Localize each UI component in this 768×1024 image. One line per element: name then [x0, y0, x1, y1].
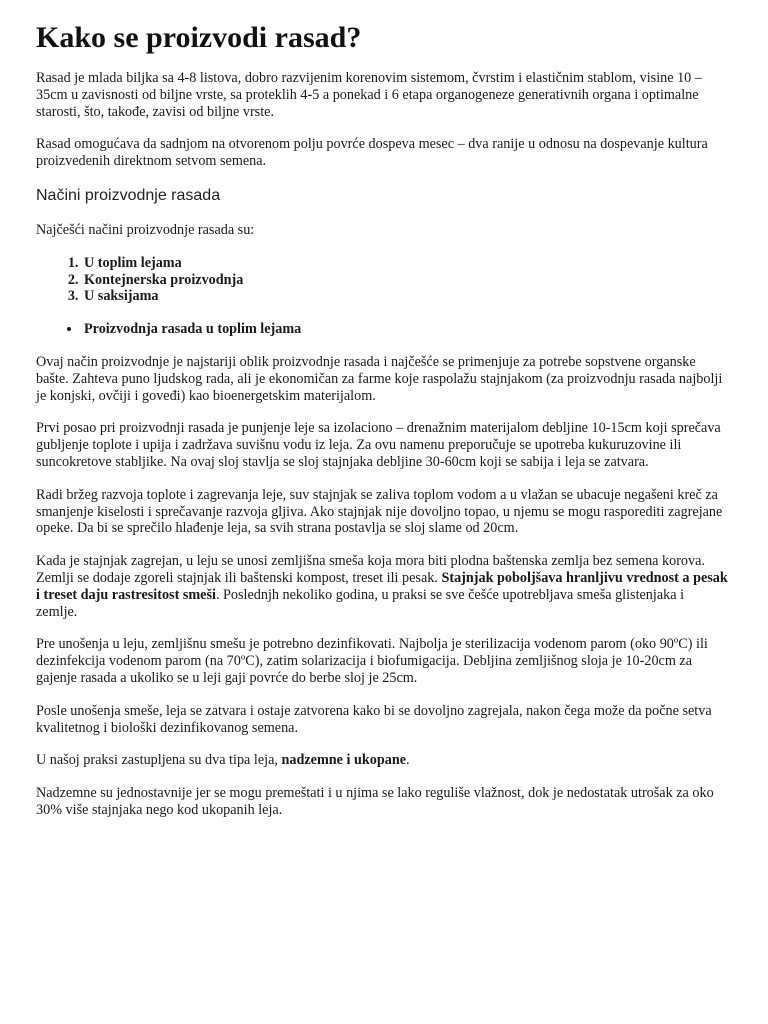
body-paragraph-4-start: Kada je stajnjak zagrejan, u leju se unosi zemljišna smeša koja mora biti plodna baštenska zemlja bez semena korova. Zemlji se dodaje zgoreli stajnjak ili baštenski kompost, treset ili pesak.: [36, 553, 705, 586]
methods-lead: Najčešći načini proizvodnje rasada su:: [36, 221, 255, 238]
body-paragraph-2: Prvi posao pri proizvodnji rasada je punjenje leje sa izolaciono – drenažnim materijalom debljine 10-15cm koji sprečava gubljenje toplote i upija i zadržava suvišnu vodu iz leja. Za ovu namenu preporučuje se upotreba kukuruzovine ili suncokretove stabljike. Na ovaj sloj stavlja se sloj stajnjaka debljine 30-60cm koji se sabija i leja se zatvara.: [36, 420, 721, 470]
subsection-heading: • Proizvodnja rasada u toplim lejama: [82, 321, 728, 338]
page-title: Kako se proizvodi rasad?: [36, 21, 362, 54]
intro-paragraph-1: Rasad je mlada biljka sa 4-8 listova, dobro razvijenim korenovim sistemom, čvrstim i elastičnim stablom, visine 10 – 35cm u zavisnosti od biljne vrste, sa proteklih 4-5 a ponekad i 6 etapa organogeneze generativnih organa i optimalne starosti, što, takođe, zavisi od biljne vrste.: [36, 70, 702, 120]
body-paragraph-7: [36, 752, 728, 769]
list-item: 1. U toplim lejama: [82, 255, 728, 272]
list-item: 2. Kontejnerska proizvodnja: [82, 272, 728, 289]
intro-paragraph-2: Rasad omogućava da sadnjom na otvorenom polju povrće dospeva mesec – dva ranije u odnosu na dospevanje kultura proizvedenih direktnom setvom semena.: [36, 136, 708, 170]
subsection-bullet-list: [36, 321, 728, 338]
methods-list: [36, 255, 728, 305]
body-paragraph-4-emphasis: Stajnjak poboljšava hranljivu vrednost a pesak i treset daju rastresitost smeši: [36, 569, 728, 603]
body-paragraph-5: Pre unošenja u leju, zemljišnu smešu je potrebno dezinfikovati. Najbolja je sterilizacija vodenom parom (oko 90ºC) ili dezinfekcija vodenom parom (na 70ºC), zatim solarizacija i biofumigacija. Debljina zemljišnog sloja je 10-20cm za gajenje rasada a ukoliko se u leji gaji povrće do berbe sloj je 25cm.: [36, 636, 708, 686]
body-paragraph-6: Posle unošenja smeše, leja se zatvara i ostaje zatvorena kako bi se dovoljno zagrejala, nakon čega može da počne setva kvalitetnog i biološki dezinfikovanog semena.: [36, 702, 712, 736]
list-item: 3. U saksijama: [82, 288, 728, 305]
body-paragraph-7-emphasis: nadzemne i ukopane: [281, 752, 407, 769]
body-paragraph-8: Nadzemne su jednostavnije jer se mogu premeštati i u njima se lako reguliše vlažnost, dok je nedostatak utrošak za oko 30% više stajnjaka nego kod ukopanih leja.: [36, 785, 714, 818]
body-paragraph-4: [36, 553, 728, 620]
body-paragraph-4-end: . Poslednjh nekoliko godina, u praksi se sve češće upotrebljava smeša glistenjaka i zemlje.: [36, 586, 685, 620]
body-paragraph-7-end: .: [406, 752, 410, 769]
body-paragraph-1: Ovaj način proizvodnje je najstariji oblik proizvodnje rasada i najčešće se primenjuje za potrebe sopstvene organske bašte. Zahteva puno ljudskog rada, ali je ekonomičan za farme koje raspolažu stajnjakom (za proizvodnju rasada najbolji je konjski, ovčiji i goveđi) kao bioenergetskim materijalom.: [36, 353, 723, 404]
body-paragraph-7-start: U našoj praksi zastupljena su dva tipa leja,: [36, 752, 282, 769]
section-heading: Načini proizvodnje rasada: [36, 186, 221, 204]
body-paragraph-3: Radi bržeg razvoja toplote i zagrevanja leje, suv stajnjak se zaliva toplom vodom a u vlažan se ubacuje negašeni kreč za smanjenje kiselosti i sprečavanje razvoja gljiva. Ako stajnjak nije dovoljno topao, u njemu se mogu rasporediti zagrejane opeke. Da bi se sprečilo hlađenje leja, sa svih strana postavlja se sloj slame od 20cm.: [36, 486, 723, 537]
